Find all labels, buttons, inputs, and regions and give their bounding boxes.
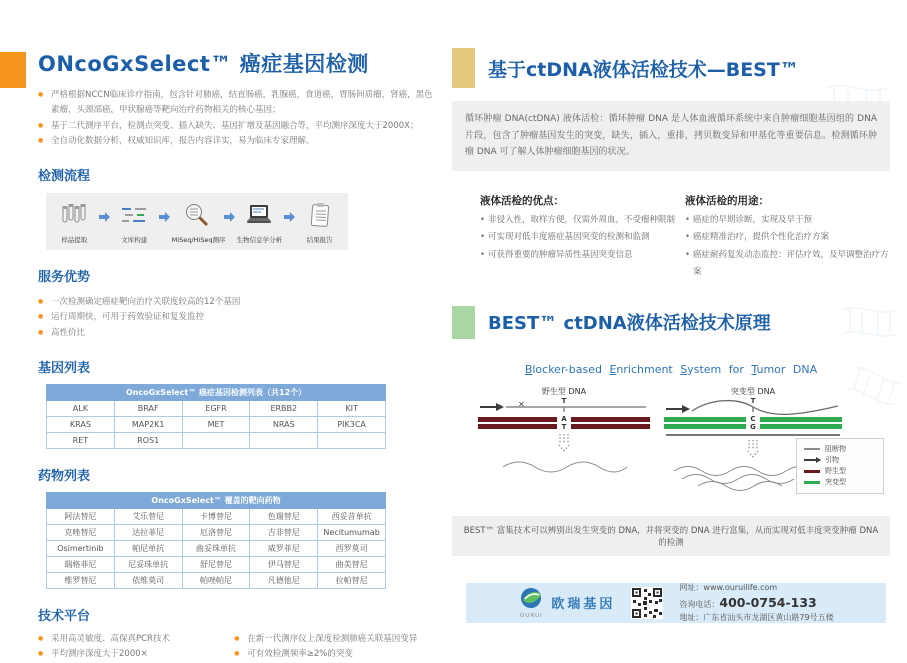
dotted-arrow-down-icon — [478, 433, 650, 457]
gene-cell: MAP2K1 — [114, 417, 182, 433]
phone-label: 咨询电话： — [679, 599, 720, 609]
contact-block — [679, 582, 833, 623]
flow-step-sample — [52, 202, 97, 244]
gene-cell: ROS1 — [114, 433, 182, 449]
mutant-strand-bar — [760, 424, 842, 429]
platform-bullet: ● 可有效检测频率≥2%的突变 — [234, 647, 436, 662]
table-row — [47, 557, 386, 573]
section-heading-platform: 技术平台 — [38, 609, 91, 625]
mutant-strand-bar — [664, 417, 746, 422]
platform-bullet-list-left — [38, 632, 226, 663]
gene-table — [46, 384, 386, 449]
uses-heading: 液体活检的用途： — [685, 194, 769, 207]
drug-cell: 色瑞替尼 — [250, 509, 318, 525]
legend-label: 突变型 — [825, 478, 846, 487]
wildtype-strand-bar — [478, 417, 557, 422]
platform-columns — [30, 624, 436, 663]
advantages-bullet-list — [38, 295, 436, 341]
intro-bullet: ● 基于二代测序平台，检测点突变、插入缺失、基因扩增及基因融合等，平均测序深度大于2000X； — [38, 119, 436, 134]
gold-accent-bar — [452, 48, 475, 88]
gene-cell: KIT — [318, 401, 386, 417]
base-letter: A — [561, 415, 567, 424]
mutant-template-line — [666, 434, 840, 436]
table-row — [47, 525, 386, 541]
flow-step-label: 结果报告 — [306, 236, 333, 245]
wildtype-strand-bar — [478, 424, 557, 429]
ourui-logo-icon — [518, 586, 544, 610]
drug-cell: 厄洛替尼 — [182, 525, 250, 541]
blocker-base-letter: T — [750, 396, 756, 405]
gene-cell — [182, 433, 250, 449]
liquid-biopsy-pros — [480, 193, 685, 282]
gene-cell: RET — [47, 433, 115, 449]
table-row — [47, 417, 386, 433]
intro-bullet: ● 全自动化数据分析，权威知识库，报告内容详实，易为临床专家理解。 — [38, 134, 436, 149]
table-row — [47, 401, 386, 417]
section-heading-advantages: 服务优势 — [38, 270, 91, 286]
legend-label: 引物 — [825, 456, 839, 465]
sample-tubes-icon — [60, 202, 88, 228]
best-title-row — [452, 48, 890, 88]
gene-cell: MET — [182, 417, 250, 433]
advantage-bullet: ● 一次检测确定癌症靶向治疗关联度较高的12个基因 — [38, 295, 436, 310]
address-label: 地址： — [679, 612, 704, 622]
intro-bullet-list — [38, 88, 436, 149]
logo-mark-block — [518, 586, 544, 619]
company-name: 欧瑞基因 — [551, 597, 616, 613]
section-heading-process: 检测流程 — [38, 169, 91, 185]
flow-step-report — [297, 202, 342, 244]
drug-cell: 克唑替尼 — [47, 525, 115, 541]
wildtype-dna-group — [478, 386, 650, 477]
address-value: 广东省汕头市龙湖区黄山路79号五楼 — [703, 612, 834, 622]
gene-cell: ALK — [47, 401, 115, 417]
flow-step-label: MiSeq/HiSeq测序 — [171, 236, 226, 245]
address-line — [679, 612, 833, 624]
pros-uses-columns — [452, 193, 890, 282]
section-heading-genes: 基因列表 — [38, 361, 91, 377]
best-section-title: 基于ctDNA液体活检技术—BEST™ — [488, 58, 799, 81]
drug-cell: 伊马替尼 — [250, 557, 318, 573]
drug-cell: 威罗菲尼 — [250, 541, 318, 557]
drug-cell: 阿法替尼 — [47, 509, 115, 525]
gene-table-title: OncoGxSelect™ 癌症基因检测列表（共12个） — [47, 385, 386, 401]
gene-cell — [318, 433, 386, 449]
website-label: 网址： — [679, 582, 704, 592]
left-column — [30, 48, 436, 663]
flow-step-library — [112, 202, 157, 244]
drug-cell: 达拉菲尼 — [114, 525, 182, 541]
uses-bullet: • 癌症的早期诊断，实现及早干预 — [685, 212, 890, 229]
uses-bullet: • 癌症精准治疗，提供个性化治疗方案 — [685, 229, 890, 246]
drug-cell: 西妥昔单抗 — [318, 509, 386, 525]
blocker-base-letter: T — [561, 396, 567, 405]
drug-cell: 尼妥珠单抗 — [114, 557, 182, 573]
flow-arrow-icon — [223, 211, 236, 223]
uses-bullet: • 癌症耐药复发动态监控：评估疗效，及早调整治疗方案 — [685, 247, 890, 282]
subtitle-word: Enrichment — [609, 362, 673, 376]
section-heading-drugs: 药物列表 — [38, 469, 91, 485]
company-logo — [518, 586, 615, 619]
drug-cell: 曲妥珠单抗 — [182, 541, 250, 557]
ctdna-description-box: 循环肿瘤 DNA(ctDNA) 液体活检：循环肿瘤 DNA 是人体血液循环系统中来自肿瘤细胞基因组的 DNA 片段，包含了肿瘤基因发生的突变，缺失，插入，重排，拷贝数变异和甲基化等重要信息。检测循环肿瘤 DNA 可了解人体肿瘤细胞基因的状况。 — [452, 101, 890, 171]
library-fragments-icon — [120, 202, 148, 228]
subtitle-word: DNA — [792, 362, 818, 376]
drug-cell: 西罗莫司 — [318, 541, 386, 557]
laptop-icon — [244, 202, 274, 228]
wildtype-label: 野生型 DNA — [541, 386, 587, 396]
drug-cell: Osimertinib — [47, 541, 115, 557]
base-letter: T — [561, 422, 567, 431]
drug-cell: 凡德他尼 — [250, 573, 318, 589]
drug-cell: 维罗替尼 — [47, 573, 115, 589]
best-acronym-subtitle — [452, 363, 890, 376]
orange-accent-bar — [0, 52, 26, 88]
gene-cell — [250, 433, 318, 449]
drug-cell: Necitumumab — [318, 525, 386, 541]
flow-arrow-icon — [158, 211, 171, 223]
legend-row — [804, 466, 876, 477]
base-letter: G — [750, 422, 756, 431]
wildtype-strand-bar — [571, 417, 650, 422]
best-principle-diagram — [452, 386, 890, 510]
best-summary-caption: BEST™ 富集技术可以辨别出发生突变的 DNA，并将突变的 DNA 进行富集，从而实现对低丰度突变肿瘤 DNA 的检测 — [452, 516, 890, 556]
flow-arrow-icon — [283, 211, 296, 223]
mutant-strand-bottom — [664, 424, 842, 430]
drug-table — [46, 492, 386, 589]
wildtype-product-waves — [478, 458, 650, 477]
table-row — [47, 541, 386, 557]
base-letter: C — [750, 415, 756, 424]
uses-list — [685, 212, 890, 282]
subtitle-word: Blocker-based — [524, 362, 602, 376]
advantage-bullet: ● 运行周期快，可用于药效验证和复发监控 — [38, 310, 436, 325]
legend-label: 阻断物 — [825, 445, 846, 454]
subtitle-word: Tumor — [751, 362, 786, 376]
process-flow-diagram — [46, 193, 348, 250]
gene-cell: EGFR — [182, 401, 250, 417]
pros-bullet: • 可实现对低丰度癌症基因突变的检测和监测 — [480, 229, 685, 246]
principle-title-row — [452, 306, 890, 339]
wildtype-strand-bar — [571, 424, 650, 429]
table-row — [47, 433, 386, 449]
report-clipboard-icon — [308, 202, 332, 228]
flow-arrow-icon — [98, 211, 111, 223]
drug-cell: 卡博替尼 — [182, 509, 250, 525]
diagram-legend — [796, 438, 884, 494]
drug-cell: 帕尼单抗 — [114, 541, 182, 557]
drug-table-title: OncoGxSelect™ 覆盖的靶向药物 — [47, 493, 386, 509]
legend-row — [804, 477, 876, 488]
mutant-swatch — [804, 481, 820, 484]
website-value: www.ouruilife.com — [703, 582, 778, 592]
principle-section-title: BEST™ ctDNA液体活检技术原理 — [488, 313, 771, 335]
gene-cell: KRAS — [47, 417, 115, 433]
sequencer-magnifier-icon — [183, 202, 211, 228]
mutant-strand-bar — [664, 424, 746, 429]
legend-row — [804, 444, 876, 455]
flow-step-bioinformatics — [237, 202, 283, 244]
primer-arrow-swatch — [804, 459, 820, 461]
flow-step-sequencing — [171, 202, 226, 245]
right-column — [452, 48, 890, 623]
mutant-strand-top — [664, 416, 842, 422]
pros-bullet: • 非侵入性，取样方便，仅需外周血，不受瘤种限制 — [480, 212, 685, 229]
table-row — [47, 573, 386, 589]
page-title: ONcoGxSelect™ 癌症基因检测 — [38, 52, 369, 76]
phone-value: 400-0754-133 — [719, 594, 817, 610]
platform-bullet: ● 在新一代测序仪上深度检测肺癌关联基因变异 — [234, 632, 436, 647]
mutant-strand-bar — [760, 417, 842, 422]
drug-cell: 瑞格菲尼 — [47, 557, 115, 573]
flow-step-label: 生物信息学分析 — [236, 236, 283, 245]
blocker-line-swatch — [804, 448, 820, 450]
website-line — [679, 582, 833, 594]
mutant-label: 突变型 DNA — [730, 386, 776, 396]
drug-cell: 吉非替尼 — [250, 525, 318, 541]
drug-cell: 帕唑帕尼 — [182, 573, 250, 589]
drug-cell: 舒尼替尼 — [182, 557, 250, 573]
qr-code-icon — [631, 587, 663, 619]
drug-cell: 艾乐替尼 — [114, 509, 182, 525]
intro-bullet: ● 严格根据NCCN临床诊疗指南，包含针对肺癌，结直肠癌，乳腺癌，食道癌，胃肠间质瘤，肾癌，黑色素瘤，头颈部癌，甲状腺癌等靶向治疗药物相关的核心基因； — [38, 88, 436, 119]
subtitle-word: System — [680, 362, 722, 376]
legend-label: 野生型 — [825, 467, 846, 476]
platform-bullet: ● 采用高灵敏度、高保真PCR技术 — [38, 632, 226, 647]
gene-cell: NRAS — [250, 417, 318, 433]
drug-cell: 拉帕替尼 — [318, 573, 386, 589]
liquid-biopsy-uses — [685, 193, 890, 282]
wildtype-blocker-line — [478, 396, 650, 415]
company-name-en: OURUI — [519, 613, 543, 620]
table-row — [47, 509, 386, 525]
pros-bullet: • 可获得重要的肿瘤异质性基因突变信息 — [480, 247, 685, 264]
mutant-blocker-line — [664, 396, 842, 415]
wildtype-strand-bottom — [478, 424, 650, 430]
platform-bullet: ● 平均测序深度大于2000× — [38, 647, 226, 662]
drug-cell: 曲美替尼 — [318, 557, 386, 573]
footer-bar — [466, 583, 886, 623]
blocked-mark: ✕ — [518, 399, 525, 409]
legend-row — [804, 455, 876, 466]
wildtype-strand-top — [478, 416, 650, 422]
subtitle-word: for — [728, 362, 744, 376]
gene-cell: PIK3CA — [318, 417, 386, 433]
advantage-bullet: ● 高性价比 — [38, 326, 436, 341]
flow-step-label: 样品提取 — [61, 236, 88, 245]
flow-step-label: 文库构建 — [121, 236, 148, 245]
platform-bullet-list-right — [234, 632, 436, 663]
pros-heading: 液体活检的优点： — [480, 194, 564, 207]
green-accent-bar — [452, 306, 475, 339]
wildtype-swatch — [804, 470, 820, 473]
gene-cell: BRAF — [114, 401, 182, 417]
drug-cell: 依维莫司 — [114, 573, 182, 589]
gene-cell: ERBB2 — [250, 401, 318, 417]
pros-list — [480, 212, 685, 264]
phone-line — [679, 594, 833, 612]
